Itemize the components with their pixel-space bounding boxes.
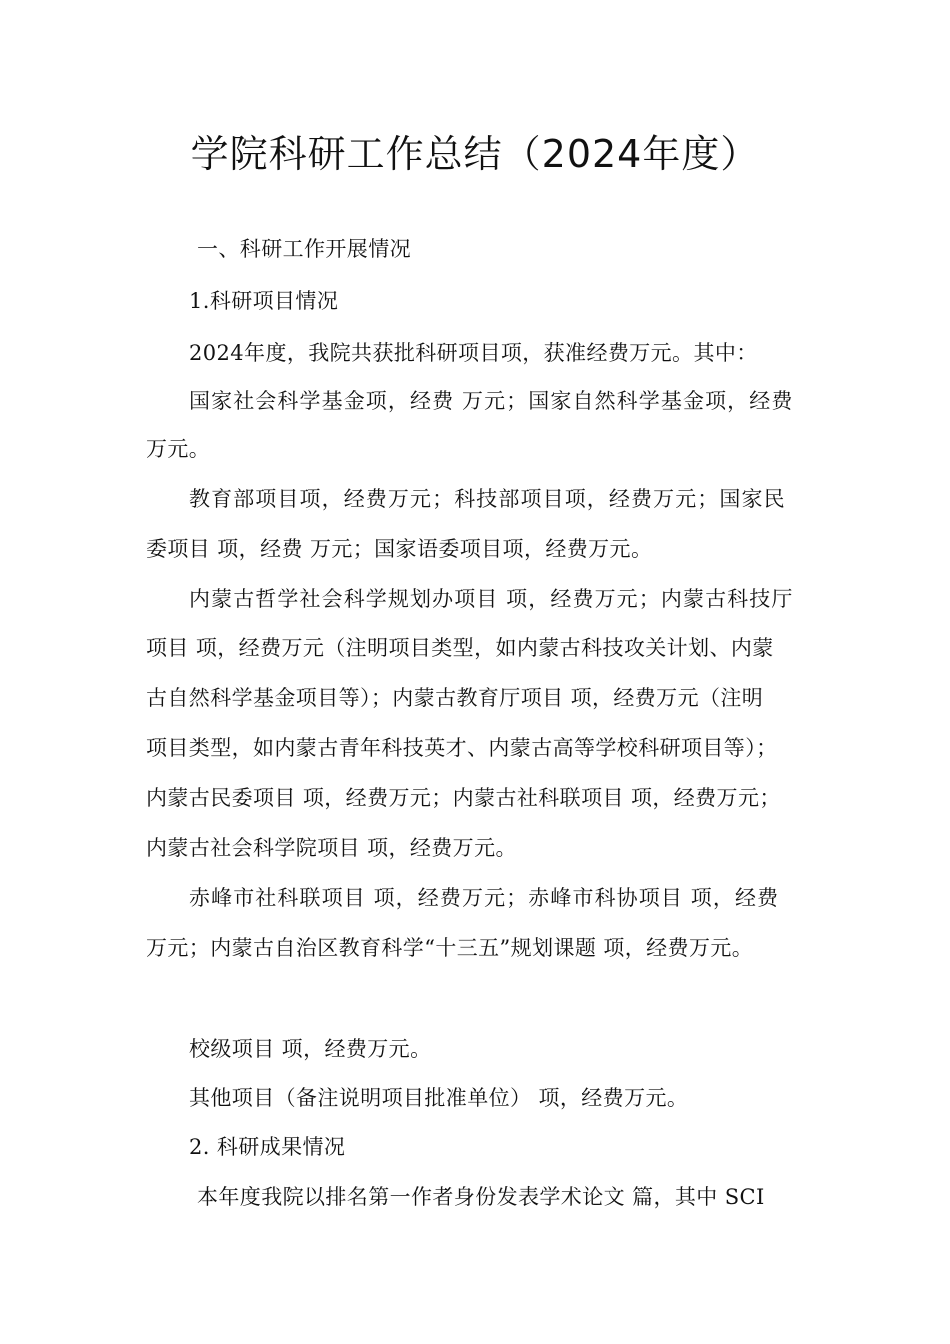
subsection-heading-1: 1.科研项目情况 (189, 289, 339, 313)
paragraph-overview: 2024年度，我院共获批科研项目项，获准经费万元。其中： (189, 341, 758, 365)
paragraph-nmg-line-1: 内蒙古哲学社会科学规划办项目 项，经费万元；内蒙古科技厅 (189, 587, 794, 611)
subsection-heading-2: 2. 科研成果情况 (189, 1135, 346, 1159)
document-title: 学院科研工作总结（2024年度） (190, 132, 760, 176)
section-heading-1: 一、科研工作开展情况 (197, 237, 411, 261)
paragraph-school-projects: 校级项目 项，经费万元。 (189, 1037, 432, 1061)
paragraph-chifeng-line-1: 赤峰市社科联项目 项，经费万元；赤峰市科协项目 项，经费 (189, 886, 780, 910)
paragraph-nmg-line-4: 项目类型，如内蒙古青年科技英才、内蒙古高等学校科研项目等）； (146, 736, 778, 760)
paragraph-nmg-line-6: 内蒙古社会科学院项目 项，经费万元。 (146, 836, 517, 860)
paragraph-ministry-line-1: 教育部项目项，经费万元；科技部项目项，经费万元；国家民 (189, 487, 786, 511)
paragraph-ministry-line-2: 委项目 项，经费 万元；国家语委项目项，经费万元。 (146, 537, 653, 561)
paragraph-national-line-1: 国家社会科学基金项，经费 万元；国家自然科学基金项，经费 (189, 389, 794, 413)
paragraph-nmg-line-5: 内蒙古民委项目 项，经费万元；内蒙古社科联项目 项，经费万元； (146, 786, 781, 810)
paragraph-other-projects: 其他项目（备注说明项目批准单位） 项，经费万元。 (189, 1086, 689, 1110)
paragraph-nmg-line-2: 项目 项，经费万元（注明项目类型，如内蒙古科技攻关计划、内蒙 (146, 636, 774, 660)
paragraph-results-line-1: 本年度我院以排名第一作者身份发表学术论文 篇，其中 SCI (197, 1185, 765, 1209)
paragraph-national-line-2: 万元。 (146, 437, 211, 461)
paragraph-nmg-line-3: 古自然科学基金项目等）；内蒙古教育厅项目 项，经费万元（注明 (146, 686, 764, 710)
paragraph-chifeng-line-2: 万元；内蒙古自治区教育科学“十三五”规划课题 项，经费万元。 (146, 936, 754, 960)
